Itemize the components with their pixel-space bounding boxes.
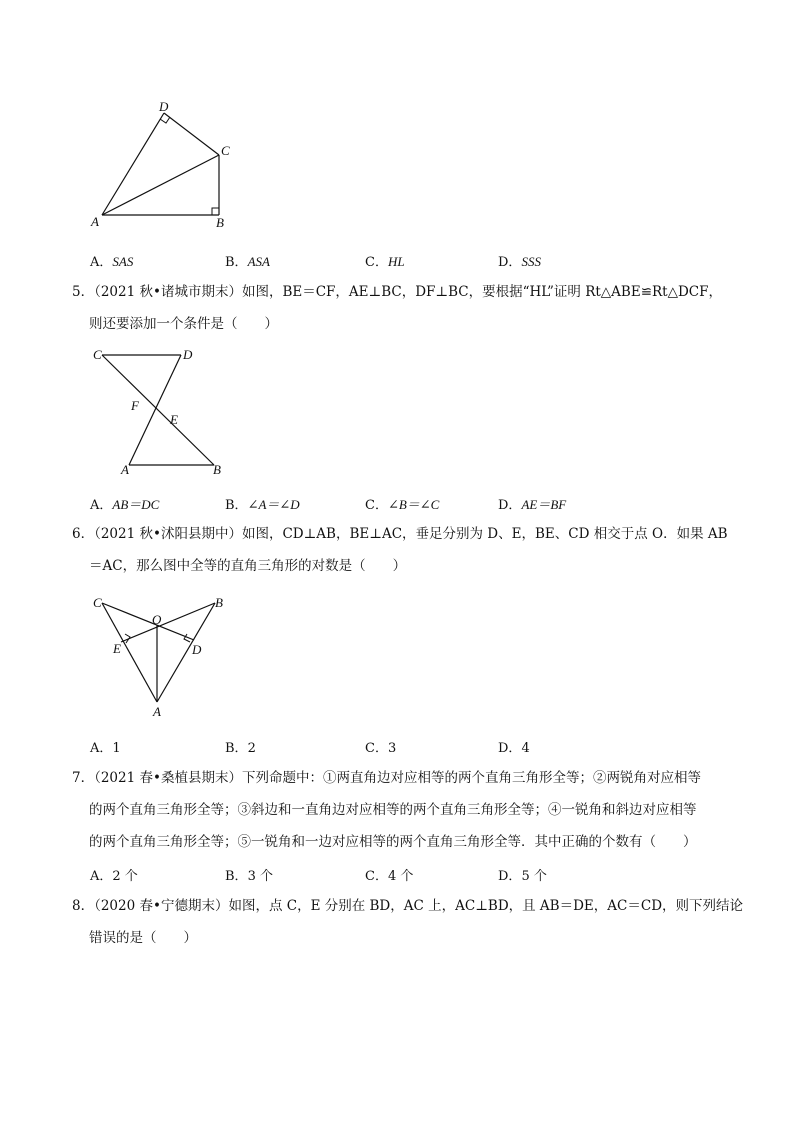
label-D: D — [192, 642, 202, 657]
q5-option-d[interactable]: D．AE＝BF — [498, 497, 567, 513]
label-B: B — [213, 462, 221, 477]
q6-option-b[interactable]: B．2 — [225, 741, 256, 756]
q6-line-1: 6．（2021 秋•沭阳县期中）如图，CD⊥AB，BE⊥AC，垂足分别为 D、E，BE、CD 相交于点 O．如果 AB — [72, 526, 728, 542]
right-angle-mark-B — [212, 208, 219, 215]
q7-option-d[interactable]: D．5 个 — [498, 869, 547, 884]
q7-line-2: 的两个直角三角形全等；③斜边和一直角边对应相等的两个直角三角形全等；④一锐角和斜边对应相等 — [89, 802, 697, 818]
q4-option-d[interactable]: D．SSS — [498, 254, 541, 270]
figure-q6 — [88, 590, 238, 722]
question-7 — [72, 762, 732, 858]
segment-CB — [102, 355, 214, 465]
q4-options — [90, 251, 770, 271]
label-C: C — [221, 143, 230, 158]
q6-option-c[interactable]: C．3 — [365, 741, 397, 756]
label-A: A — [91, 214, 99, 229]
q4-option-a[interactable]: A．SAS — [90, 254, 134, 270]
segment-DC — [164, 113, 219, 155]
label-E: E — [170, 412, 178, 427]
segment-CD — [102, 603, 194, 640]
label-F: F — [131, 398, 139, 413]
q7-line-3: 的两个直角三角形全等；⑤一锐角和一边对应相等的两个直角三角形全等．其中正确的个数有（ ） — [89, 834, 697, 850]
q5-option-b[interactable]: B．∠A＝∠D — [225, 497, 300, 513]
q6-options — [90, 737, 770, 757]
segment-AC — [102, 603, 157, 702]
q7-line-1: 7．（2021 春•桑植县期末）下列命题中：①两直角边对应相等的两个直角三角形全等；②两锐角对应相等 — [72, 770, 701, 786]
label-D: D — [159, 100, 169, 114]
q8-line-2: 错误的是（ ） — [89, 930, 197, 946]
q5-options — [90, 494, 770, 514]
question-5 — [72, 276, 732, 340]
q6-option-a[interactable]: A．1 — [90, 741, 121, 756]
q7-option-c[interactable]: C．4 个 — [365, 869, 414, 884]
figure-q5 — [88, 343, 233, 478]
label-B: B — [215, 595, 223, 610]
segment-AB — [157, 603, 215, 702]
label-C: C — [93, 347, 102, 362]
question-6 — [72, 518, 732, 582]
label-E: E — [113, 641, 121, 656]
q5-option-a[interactable]: A．AB＝DC — [90, 497, 160, 513]
question-8 — [72, 890, 744, 954]
q5-option-c[interactable]: C．∠B＝∠C — [365, 497, 440, 513]
label-A: A — [153, 704, 161, 719]
q7-option-b[interactable]: B．3 个 — [225, 869, 273, 884]
label-C: C — [93, 595, 102, 610]
q4-option-b[interactable]: B．ASA — [225, 254, 270, 270]
q7-option-a[interactable]: A．2 个 — [90, 869, 138, 884]
label-D: D — [183, 347, 193, 362]
q4-option-c[interactable]: C．HL — [365, 254, 405, 270]
q5-line-2: 则还要添加一个条件是（ ） — [89, 316, 278, 332]
figure-q4 — [88, 100, 248, 235]
q5-line-1: 5．（2021 秋•诸城市期末）如图，BE＝CF，AE⊥BC，DF⊥BC，要根据“HL”证明 Rt△ABE≌Rt△DCF， — [72, 284, 723, 300]
label-A: A — [121, 462, 129, 477]
label-O: O — [152, 612, 162, 627]
q6-option-d[interactable]: D．4 — [498, 741, 530, 756]
right-angle-mark-E — [125, 634, 130, 643]
label-B: B — [216, 215, 224, 230]
q8-line-1: 8．（2020 春•宁德期末）如图，点 C，E 分别在 BD，AC 上，AC⊥BD，且 AB＝DE，AC＝CD，则下列结论 — [72, 898, 744, 914]
segment-BE — [121, 603, 215, 642]
q6-line-2: ＝AC，那么图中全等的直角三角形的对数是（ ） — [89, 558, 407, 574]
q7-options — [90, 865, 770, 885]
